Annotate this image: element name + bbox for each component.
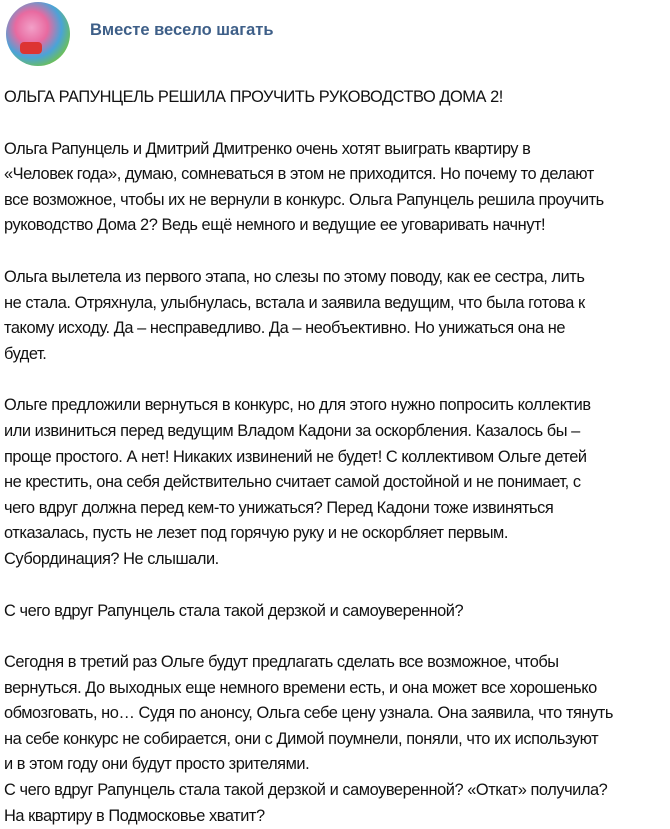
post-body bbox=[4, 85, 668, 829]
paragraph-line: Ольга Рапунцель и Дмитрий Дмитренко очень хотят выиграть квартиру в bbox=[4, 139, 531, 158]
post-paragraph bbox=[4, 265, 668, 367]
paragraph-line: Ольга вылетела из первого этапа, но слезы по этому поводу, как ее сестра, лить bbox=[4, 267, 585, 286]
paragraph-line: проще простого. А нет! Никаких извинений не будет! С коллективом Ольге детей bbox=[4, 447, 587, 466]
paragraph-line: и в этом году они будут просто зрителями. bbox=[4, 755, 310, 774]
paragraph-line: такому исходу. Да – несправедливо. Да – необъективно. Но унижаться она не bbox=[4, 319, 566, 338]
paragraph-line: не стала. Отряхнула, улыбнулась, встала и заявила ведущим, что была готова к bbox=[4, 293, 585, 312]
paragraph-line: Сегодня в третий раз Ольге будут предлагать сделать все возможное, чтобы bbox=[4, 653, 559, 672]
paragraph-line: все возможное, чтобы их не вернули в конкурс. Ольга Рапунцель решила проучить bbox=[4, 190, 604, 209]
paragraph-line: не крестить, она себя действительно считает самой достойной и не понимает, с bbox=[4, 473, 581, 492]
post-header bbox=[6, 2, 273, 66]
paragraph-line: руководство Дома 2? Ведь ещё немного и ведущие ее уговаривать начнут! bbox=[4, 216, 546, 235]
paragraph-line: С чего вдруг Рапунцель стала такой дерзкой и самоуверенной? «Откат» получила? bbox=[4, 781, 608, 800]
paragraph-line: На квартиру в Подмосковье хватит? bbox=[4, 806, 265, 825]
group-name-link[interactable]: Вместе весело шагать bbox=[90, 20, 274, 39]
post-paragraph bbox=[4, 393, 668, 572]
paragraph-line: Субординация? Не слышали. bbox=[4, 549, 219, 568]
post-paragraph bbox=[4, 137, 668, 239]
paragraph-line: С чего вдруг Рапунцель стала такой дерзкой и самоуверенной? bbox=[4, 601, 464, 620]
post-title: ОЛЬГА РАПУНЦЕЛЬ РЕШИЛА ПРОУЧИТЬ РУКОВОДСТВО ДОМА 2! bbox=[4, 88, 503, 106]
paragraph-line: или извиниться перед ведущим Владом Кадони за оскорбления. Казалось бы – bbox=[4, 421, 580, 440]
paragraph-line: на себе конкурс не собирается, они с Димой поумнели, поняли, что их используют bbox=[4, 729, 599, 748]
paragraph-line: «Человек года», думаю, сомневаться в этом не приходится. Но почему то делают bbox=[4, 165, 594, 184]
group-avatar[interactable] bbox=[6, 2, 70, 66]
paragraph-line: обмозговать, но… Судя по анонсу, Ольга себе цену узнала. Она заявила, что тянуть bbox=[4, 704, 613, 723]
paragraph-line: чего вдруг должна перед кем-то унижаться? Перед Кадони тоже извиняться bbox=[4, 498, 554, 517]
paragraph-line: Ольге предложили вернуться в конкурс, но для этого нужно попросить коллектив bbox=[4, 396, 591, 415]
paragraph-line: отказалась, пусть не лезет под горячую руку и не оскорбляет первым. bbox=[4, 524, 508, 543]
paragraph-line: будет. bbox=[4, 344, 47, 363]
paragraph-line: вернуться. До выходных еще немного времени есть, и она может все хорошенько bbox=[4, 678, 597, 697]
post-paragraph bbox=[4, 650, 668, 829]
post-paragraph bbox=[4, 599, 668, 625]
